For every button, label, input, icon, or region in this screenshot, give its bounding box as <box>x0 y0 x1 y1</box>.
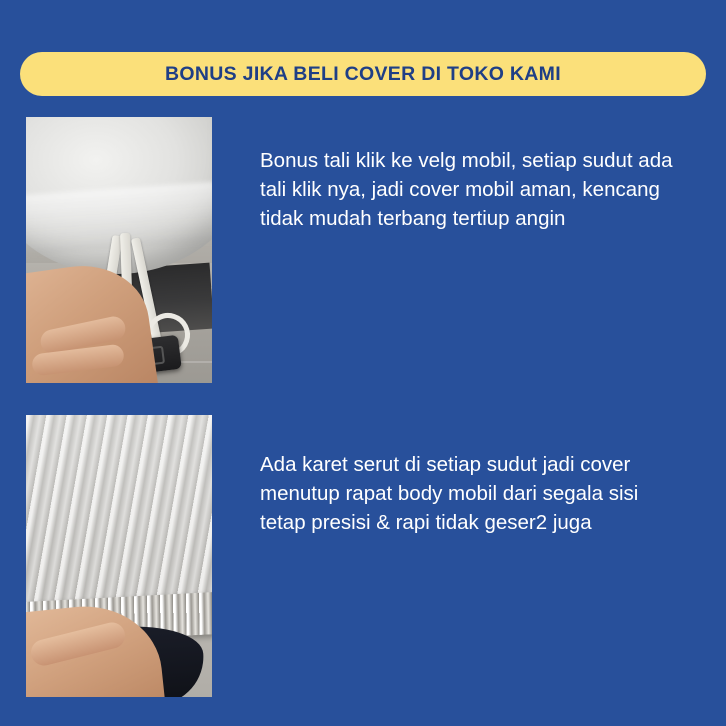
feature-text-2: Ada karet serut di setiap sudut jadi cover menutup rapat body mobil dari segala sisi tetap presisi & rapi tidak geser2 juga <box>260 453 639 535</box>
feature-row-1 <box>26 117 680 383</box>
header-banner <box>20 52 706 96</box>
feature-row-2 <box>26 415 680 697</box>
photo2-silver-fabric <box>26 415 212 615</box>
photo-cover-elastic-hem <box>26 415 212 697</box>
banner-title: BONUS JIKA BELI COVER DI TOKO KAMI <box>165 62 561 85</box>
feature-text-1: Bonus tali klik ke velg mobil, setiap sudut ada tali klik nya, jadi cover mobil aman, kencang tidak mudah terbang tertiup angin <box>260 149 673 231</box>
photo-car-cover-strap-buckle <box>26 117 212 383</box>
